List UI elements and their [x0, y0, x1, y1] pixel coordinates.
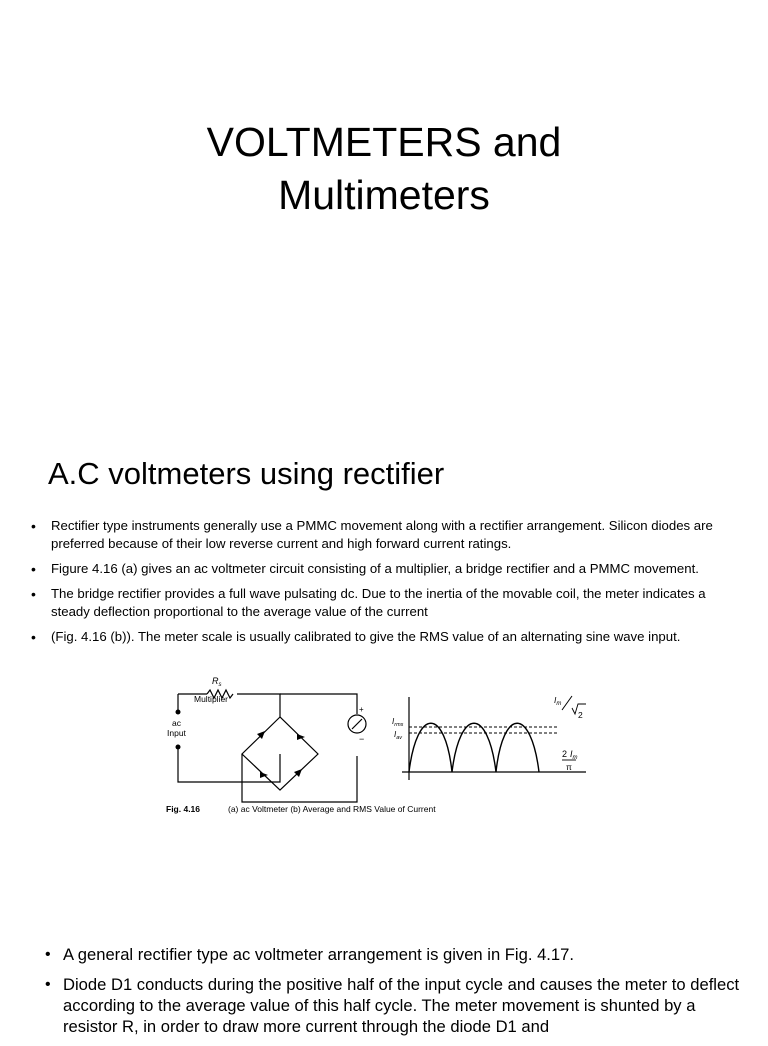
figure-4-16	[162, 672, 594, 822]
waveform-plot	[402, 696, 586, 780]
sqrt-slash	[562, 696, 572, 710]
wire-top	[237, 694, 280, 717]
irms-label: $I_{rms}$	[392, 717, 404, 728]
bullet-item: • Rectifier type instruments generally use a PMMC movement along with a rectifier arrangement. Silicon diodes are preferred because of their low reverse current and high forward current ratings.	[27, 517, 727, 553]
wire-bottom	[178, 747, 280, 782]
slide-title	[0, 116, 768, 222]
plus-label: +	[359, 705, 364, 714]
sqrt2-label: 2	[578, 710, 583, 720]
circuit-diagram	[178, 690, 357, 802]
bullet-item: • The bridge rectifier provides a full wave pulsating dc. Due to the inertia of the movable coil, the meter indicates a steady deflection proportional to the average value of the current	[27, 585, 727, 621]
wire-to-meter	[280, 694, 357, 714]
terminal-icon	[176, 710, 181, 715]
slide-title-line1: VOLTMETERS and	[206, 119, 562, 165]
rectifier-slide	[0, 410, 768, 930]
bullet-item: • (Fig. 4.16 (b)). The meter scale is usually calibrated to give the RMS value of an alternating sine wave input.	[27, 628, 727, 646]
wire-meter-return	[242, 754, 357, 802]
minus-label: −	[359, 734, 365, 744]
terminal-icon	[176, 745, 181, 750]
ac-label: ac	[172, 718, 181, 728]
bullet-item: • Diode D1 conducts during the positive half of the input cycle and causes the meter to deflect according to the average value of this half cycle. The meter movement is shunted by a resistor R, in order to draw more current through the diode D1 and	[43, 974, 743, 1037]
pi-label: π	[566, 762, 572, 772]
caption-text: (a) ac Voltmeter (b) Average and RMS Value of Current	[228, 804, 436, 814]
slide-title-line2: Multimeters	[278, 172, 490, 218]
slide-heading: A.C voltmeters using rectifier	[48, 456, 445, 491]
multiplier-label: Multiplier	[194, 694, 229, 704]
im-label: $I_m$	[554, 695, 562, 707]
arrangement-slide	[0, 930, 768, 1036]
bullet-list	[43, 944, 743, 1046]
diodes	[257, 731, 305, 778]
bullet-item: • A general rectifier type ac voltmeter arrangement is given in Fig. 4.17.	[43, 944, 743, 965]
rs-label: $R_s$	[212, 676, 222, 688]
title-slide	[0, 0, 768, 410]
iav-label: $I_{av}$	[394, 730, 403, 741]
caption-number: Fig. 4.16	[166, 804, 201, 814]
input-label: Input	[167, 728, 186, 738]
diode-icon	[297, 734, 305, 740]
bullet-list	[27, 517, 727, 653]
two-im-label: 2 $I_m$	[562, 749, 578, 761]
rectified-waveform	[409, 723, 539, 772]
bullet-item: • Figure 4.16 (a) gives an ac voltmeter circuit consisting of a multiplier, a bridge rectifier and a PMMC movement.	[27, 560, 727, 578]
